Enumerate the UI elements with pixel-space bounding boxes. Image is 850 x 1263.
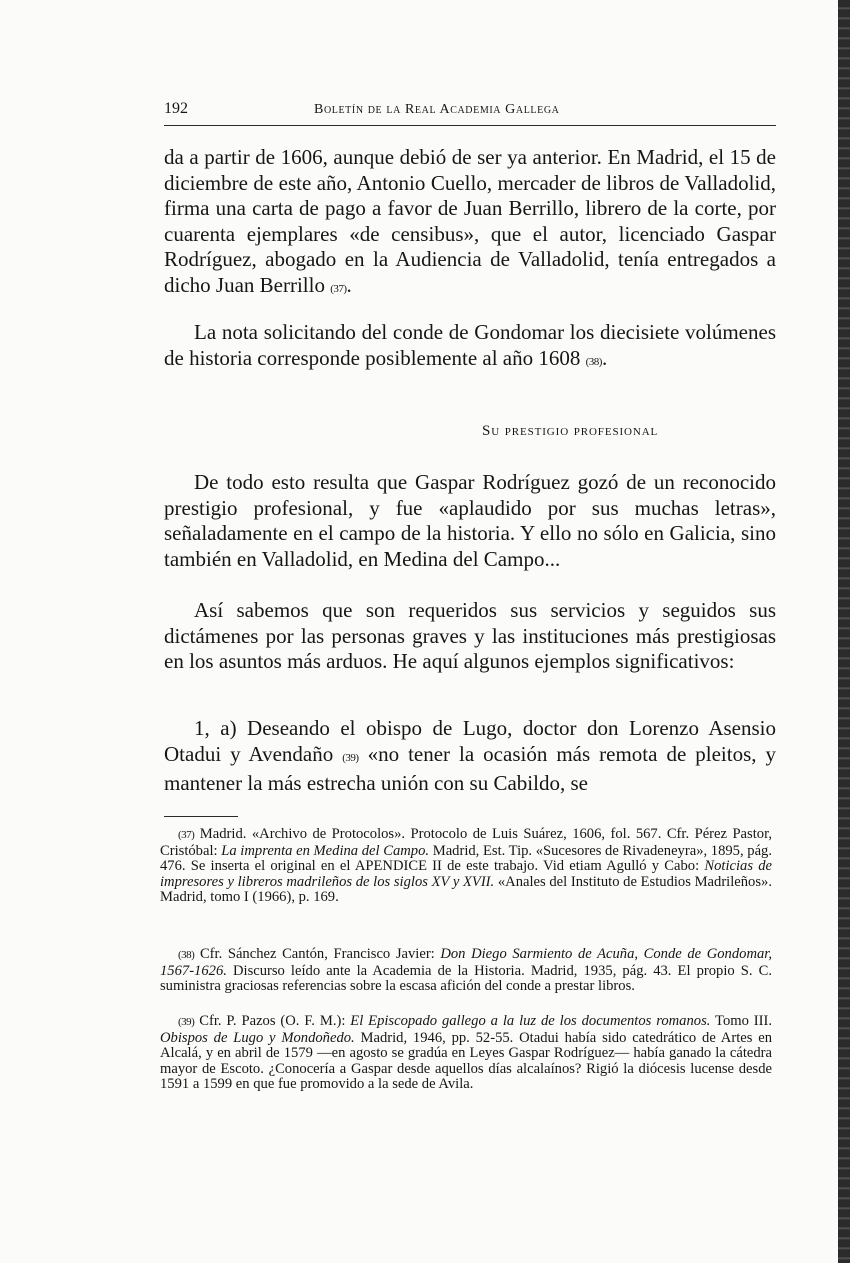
footnote-37 bbox=[160, 827, 772, 906]
paragraph-1 bbox=[164, 145, 776, 302]
running-head: Boletín de la Real Academia Gallega bbox=[314, 102, 560, 117]
footnote-37-text-c: «Anales del Instituto de Estudios Madrileños». Madrid, tomo I (1966), p. 169. bbox=[160, 873, 772, 906]
footnote-39-text-a: Cfr. P. Pazos (O. F. M.): bbox=[199, 1013, 346, 1029]
page-header bbox=[164, 100, 776, 124]
paragraph-1-text: da a partir de 1606, aunque debió de ser ya anterior. En Madrid, el 15 de diciembre de este año, Antonio Cuello, mercader de libros de Valladolid, firma una carta de pago a favor de Juan Berrillo, librero de la corte, por cuarenta ejemplares «de censibus», que el autor, licenciado Gaspar Rodríguez, abogado en la Audiencia de Valladolid, tenía entregados a dicho Juan Berrillo bbox=[164, 145, 776, 297]
footnote-39-text-c: Madrid, 1946, pp. 52-55. Otadui había sido catedrático de Artes en Alcalá, y en abril de 1579 —en agosto se gradúa en Leyes Gaspar Rodríguez— había ganado la cátedra mayor de Escoto. ¿Conocería a Gaspar desde aquellos días alcalaínos? Rigió la diócesis lucense desde 1591 a 1599 en que fue promovido a la sede de Avila. bbox=[160, 1029, 772, 1093]
footnote-37-text-b: Madrid, Est. Tip. «Sucesores de Rivadeneyra», 1895, pág. 476. Se inserta el original en el APENDICE II de este trabajo. Vid etiam Agulló y Cabo: bbox=[160, 842, 772, 875]
footnote-37-number: (37) bbox=[178, 829, 195, 841]
scan-edge-strip bbox=[838, 0, 850, 1263]
paragraph-2 bbox=[164, 320, 776, 375]
footnote-38-title: Don Diego Sarmiento de Acuña, Conde de Gondomar, 1567-1626. bbox=[160, 946, 772, 979]
page-number: 192 bbox=[164, 100, 188, 117]
footnote-39-title-a: El Episcopado gallego a la luz de los documentos romanos. bbox=[350, 1013, 711, 1029]
header-rule bbox=[164, 125, 776, 126]
note-ref-37: (37) bbox=[330, 282, 347, 295]
paragraph-5-continuation: «no tener la ocasión más remota de pleitos, y mantener la más estrecha unión con su Cabildo, se bbox=[164, 741, 777, 795]
footnote-39-title-b: Obispos de Lugo y Mondoñedo. bbox=[160, 1029, 355, 1046]
footnote-39-text-b: Tomo III. bbox=[715, 1013, 773, 1029]
paragraph-1-end: . bbox=[346, 272, 352, 297]
footnote-rule bbox=[164, 816, 238, 817]
paragraph-5-text: 1, a) Deseando el obispo de Lugo, doctor don Lorenzo Asensio Otadui y Avendaño bbox=[164, 716, 776, 766]
paragraph-3: De todo esto resulta que Gaspar Rodríguez gozó de un reconocido prestigio profesional, y fue «aplaudido por sus muchas letras», señaladamente en el campo de la historia. Y ello no sólo en Galicia, sino también en Valladolid, en Medina del Campo... bbox=[164, 470, 776, 571]
footnote-39 bbox=[160, 1014, 772, 1093]
footnote-37-text-a: Madrid. «Archivo de Protocolos». Protocolo de Luis Suárez, 1606, fol. 567. Cfr. Pérez Pastor, Cristóbal: bbox=[160, 826, 772, 859]
footnote-38-text-a: Cfr. Sánchez Cantón, Francisco Javier: bbox=[199, 946, 435, 962]
footnote-37-title-b: Noticias de impresores y libreros madrileños de los siglos XV y XVII. bbox=[160, 858, 772, 890]
paragraph-4: Así sabemos que son requeridos sus servicios y seguidos sus dictámenes por las personas graves y las instituciones más prestigiosas en los asuntos más arduos. He aquí algunos ejemplos significativos: bbox=[164, 598, 776, 673]
footnote-37-title-a: La imprenta en Medina del Campo. bbox=[221, 842, 430, 859]
note-ref-39: (39) bbox=[342, 751, 359, 764]
paragraph-2-text: La nota solicitando del conde de Gondomar los diecisiete volúmenes de historia corresponde posiblemente al año 1608 bbox=[164, 320, 776, 370]
footnote-38 bbox=[160, 947, 772, 995]
footnote-38-number: (38) bbox=[178, 949, 195, 961]
note-ref-38: (38) bbox=[585, 355, 602, 368]
footnote-39-number: (39) bbox=[178, 1016, 195, 1028]
footnote-38-text-b: Discurso leído ante la Academia de la Historia. Madrid, 1935, pág. 43. El propio S. C. suministra graciosas referencias sobre la escasa afición del conde a prestar libros. bbox=[160, 962, 772, 995]
section-title: Su prestigio profesional bbox=[482, 423, 659, 439]
paragraph-2-end: . bbox=[601, 345, 608, 370]
paragraph-5 bbox=[164, 716, 776, 797]
